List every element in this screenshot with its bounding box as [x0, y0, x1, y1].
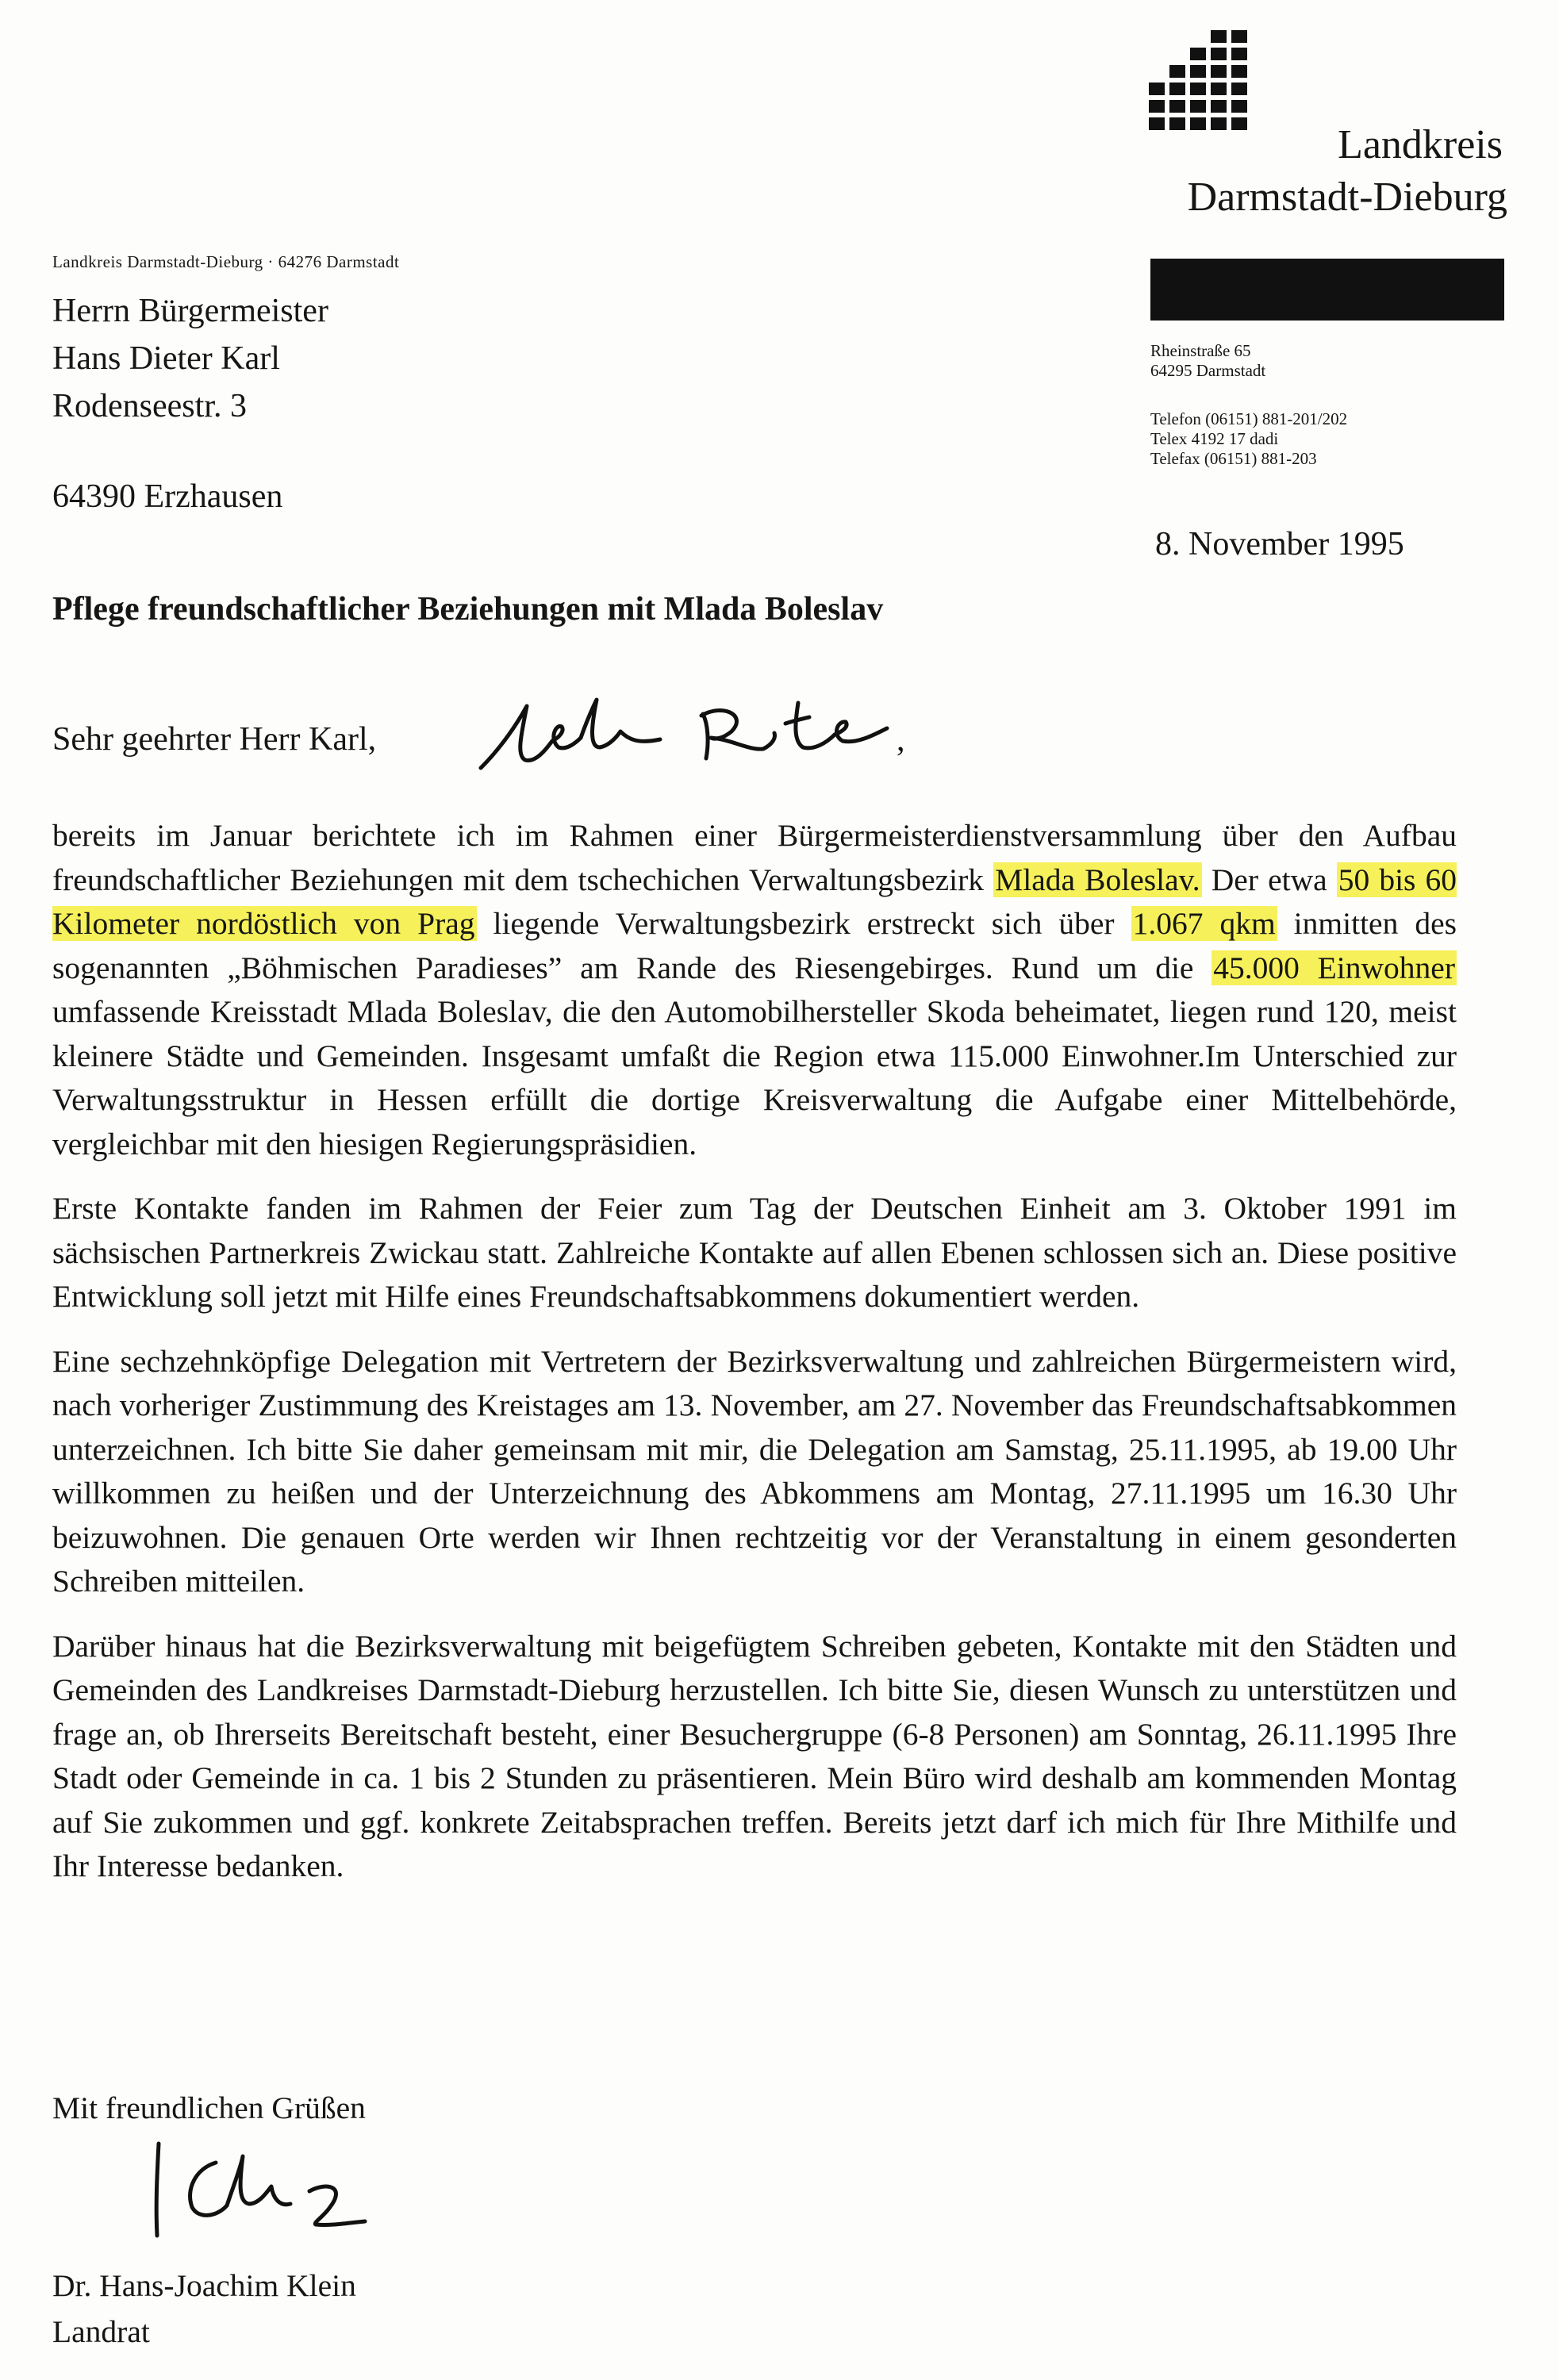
recipient-address: [52, 287, 328, 520]
letter-body: [52, 814, 1457, 1889]
svg-text:,: ,: [897, 722, 905, 758]
highlight-population: 45.000 Einwohner: [1213, 950, 1455, 985]
organization-name-line1: Landkreis: [1338, 122, 1503, 167]
sender-fax: Telefax (06151) 881-203: [1150, 449, 1317, 468]
letter-date: 8. November 1995: [1155, 526, 1404, 562]
organization-name: [1142, 119, 1507, 224]
paragraph-1-text-5: umfassende Kreisstadt Mlada Boleslav, die den Automobilhersteller Skoda beheimatet, liegen rund 120, meist kleinere Städte und Gemeinden. Insgesamt umfaßt die Region etwa 115.000 Einwohner.Im Unterschied zur Verwaltungsstruktur in Hessen erfüllt die dortige Kreisverwaltung die Aufgabe einer Mittelbehörde, vergleichbar mit den hiesigen Regierungspräsidien.: [52, 994, 1457, 1161]
sender-phone: Telefon (06151) 881-201/202: [1150, 409, 1348, 428]
paragraph-1-text-2: Der etwa: [1201, 862, 1337, 897]
paragraph-1-text-4: inmitten des sogenannten „Böhmischen Paradieses” am Rande des Riesengebirges. Rund um die: [52, 906, 1457, 985]
closing-phrase: Mit freundlichen Grüßen: [52, 2090, 366, 2125]
recipient-line-city: 64390 Erzhausen: [52, 478, 283, 515]
letter-subject: Pflege freundschaftlicher Beziehungen mit Mlada Boleslav: [52, 591, 884, 628]
body-paragraph-2: Erste Kontakte fanden im Rahmen der Feier zum Tag der Deutschen Einheit am 3. Oktober 1991 im sächsischen Partnerkreis Zwickau statt. Zahlreiche Kontakte auf allen Ebenen schlossen sich an. Diese positive Entwicklung soll jetzt mit Hilfe eines Freundschaftsabkommens dokumentiert werden.: [52, 1191, 1457, 1314]
sender-telex: Telex 4192 17 dadi: [1150, 429, 1279, 448]
redacted-block: [1150, 259, 1504, 321]
paragraph-1-text-3: liegende Verwaltungsbezirk erstreckt sich über: [476, 906, 1131, 941]
recipient-line-street: Rodenseestr. 3: [52, 388, 247, 424]
highlight-mlada-boleslav: Mlada Boleslav.: [995, 862, 1200, 897]
organization-name-line2: Darmstadt-Dieburg: [1187, 175, 1507, 220]
signer-block: [52, 2263, 356, 2355]
salutation: Sehr geehrter Herr Karl,: [52, 721, 377, 758]
signer-name: Dr. Hans-Joachim Klein: [52, 2268, 356, 2303]
highlight-area: 1.067 qkm: [1132, 906, 1276, 941]
body-paragraph-1: [52, 814, 1457, 1166]
sender-postal-city: 64295 Darmstadt: [1150, 361, 1266, 380]
paragraph-1-text-1: bereits im Januar berichtete ich im Rahmen einer Bürgermeisterdienstversammlung über den Aufbau freundschaftlicher Beziehungen mit dem tschechichen Verwaltungsbezirk: [52, 818, 1457, 897]
recipient-line-name: Hans Dieter Karl: [52, 340, 280, 377]
body-paragraph-3: Eine sechzehnköpfige Delegation mit Vertretern der Bezirksverwaltung und zahlreichen Bürgermeistern wird, nach vorheriger Zustimmung des Kreistages am 13. November, am 27. November das Freundschaftsabkommen unterzeichnen. Ich bitte Sie daher gemeinsam mit mir, die Delegation am Samstag, 25.11.1995, ab 19.00 Uhr willkommen zu heißen und der Unterzeichnung des Abkommens am Montag, 27.11.1995 um 16.30 Uhr beizuwohnen. Die genauen Orte werden wir Ihnen rechtzeitig vor der Veranstaltung in einem gesonderten Schreiben mitteilen.: [52, 1343, 1457, 1599]
handwritten-salutation: [470, 692, 914, 779]
sender-street: Rheinstraße 65: [1150, 341, 1251, 360]
sender-contact-block: [1150, 341, 1347, 469]
recipient-line-title: Herrn Bürgermeister: [52, 293, 328, 329]
handwritten-signature: [140, 2134, 425, 2245]
return-address: Landkreis Darmstadt-Dieburg · 64276 Darmstadt: [52, 252, 400, 271]
signer-title: Landrat: [52, 2314, 150, 2349]
highlight-distance: 50 bis 60 Kilometer nordöstlich von Prag: [52, 862, 1457, 941]
body-paragraph-4: Darüber hinaus hat die Bezirksverwaltung mit beigefügtem Schreiben gebeten, Kontakte mit den Städten und Gemeinden des Landkreises Darmstadt-Dieburg herzustellen. Ich bitte Sie, diesen Wunsch zu unterstützen und frage an, ob Ihrerseits Bereitschaft besteht, einer Besuchergruppe (6-8 Personen) am Sonntag, 26.11.1995 Ihre Stadt oder Gemeinde in ca. 1 bis 2 Stunden zu präsentieren. Mein Büro wird deshalb am kommenden Montag auf Sie zukommen und ggf. konkrete Zeitabsprachen treffen. Bereits jetzt darf ich mich für Ihre Mithilfe und Ihr Interesse bedanken.: [52, 1628, 1457, 1883]
